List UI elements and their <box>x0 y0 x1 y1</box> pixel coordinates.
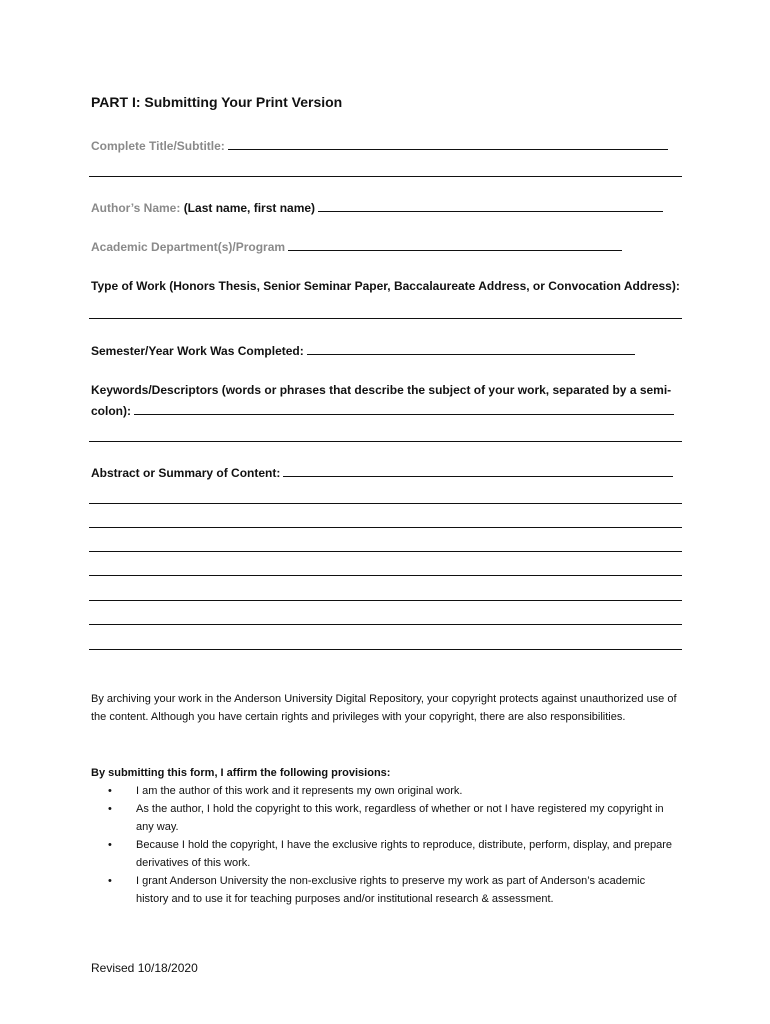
provision-text: Because I hold the copyright, I have the exclusive rights to reproduce, distribute, perform, display, and prepare derivatives of this work. <box>136 839 673 869</box>
title-label: Complete Title/Subtitle: <box>91 139 225 153</box>
semester-label: Semester/Year Work Was Completed: <box>91 344 304 358</box>
abstract-line-1[interactable] <box>89 503 682 504</box>
semester-field-row <box>91 343 635 358</box>
title-field-row <box>91 138 668 153</box>
list-item <box>108 836 678 872</box>
type-of-work-input-line[interactable] <box>89 318 682 319</box>
list-item <box>108 782 678 800</box>
revision-date: Revised 10/18/2020 <box>91 961 198 975</box>
provision-text: I grant Anderson University the non-exclusive rights to preserve my work as part of Anderson’s academic history and to use it for teaching purposes and/or institutional research & assessment. <box>136 875 646 905</box>
author-input-line[interactable] <box>318 200 663 212</box>
provision-text: As the author, I hold the copyright to this work, regardless of whether or not I have registered my copyright in any way. <box>136 803 664 833</box>
title-input-line[interactable] <box>228 138 668 150</box>
abstract-line-5[interactable] <box>89 600 682 601</box>
abstract-line-3[interactable] <box>89 551 682 552</box>
keywords-label-line2: colon): <box>91 404 131 418</box>
abstract-line-6[interactable] <box>89 624 682 625</box>
page-title: PART I: Submitting Your Print Version <box>91 94 343 110</box>
keywords-continuation-line[interactable] <box>89 441 682 442</box>
author-hint: (Last name, first name) <box>183 201 316 215</box>
title-continuation-line[interactable] <box>89 176 682 177</box>
abstract-input-line[interactable] <box>283 465 673 477</box>
copyright-intro-paragraph: By archiving your work in the Anderson University Digital Repository, your copyright protects against unauthorized use of the content. Although you have certain rights and privileges with your copyright, there are also responsibilities. <box>91 693 677 723</box>
abstract-field-row <box>91 465 673 480</box>
list-item <box>108 800 678 836</box>
department-label: Academic Department(s)/Program <box>91 240 286 254</box>
semester-input-line[interactable] <box>307 343 635 355</box>
provisions-heading: By submitting this form, I affirm the following provisions: <box>91 767 391 779</box>
abstract-line-2[interactable] <box>89 527 682 528</box>
bullet-icon: • <box>108 875 112 887</box>
bullet-icon: • <box>108 803 112 815</box>
provision-text: I am the author of this work and it represents my own original work. <box>136 785 463 797</box>
author-field-row <box>91 200 663 215</box>
provisions-list <box>108 782 678 908</box>
abstract-line-7[interactable] <box>89 649 682 650</box>
abstract-label: Abstract or Summary of Content: <box>91 466 281 480</box>
abstract-line-4[interactable] <box>89 575 682 576</box>
department-input-line[interactable] <box>288 239 622 251</box>
department-field-row <box>91 239 622 254</box>
keywords-input-line[interactable] <box>134 403 674 415</box>
keywords-field-row <box>91 403 674 418</box>
type-of-work-label: Type of Work (Honors Thesis, Senior Seminar Paper, Baccalaureate Address, or Convocation Address): <box>91 279 680 293</box>
bullet-icon: • <box>108 839 112 851</box>
author-label: Author’s Name: <box>91 201 181 215</box>
bullet-icon: • <box>108 785 112 797</box>
list-item <box>108 872 678 908</box>
keywords-label-line1: Keywords/Descriptors (words or phrases that describe the subject of your work, separated by a semi- <box>91 383 672 397</box>
